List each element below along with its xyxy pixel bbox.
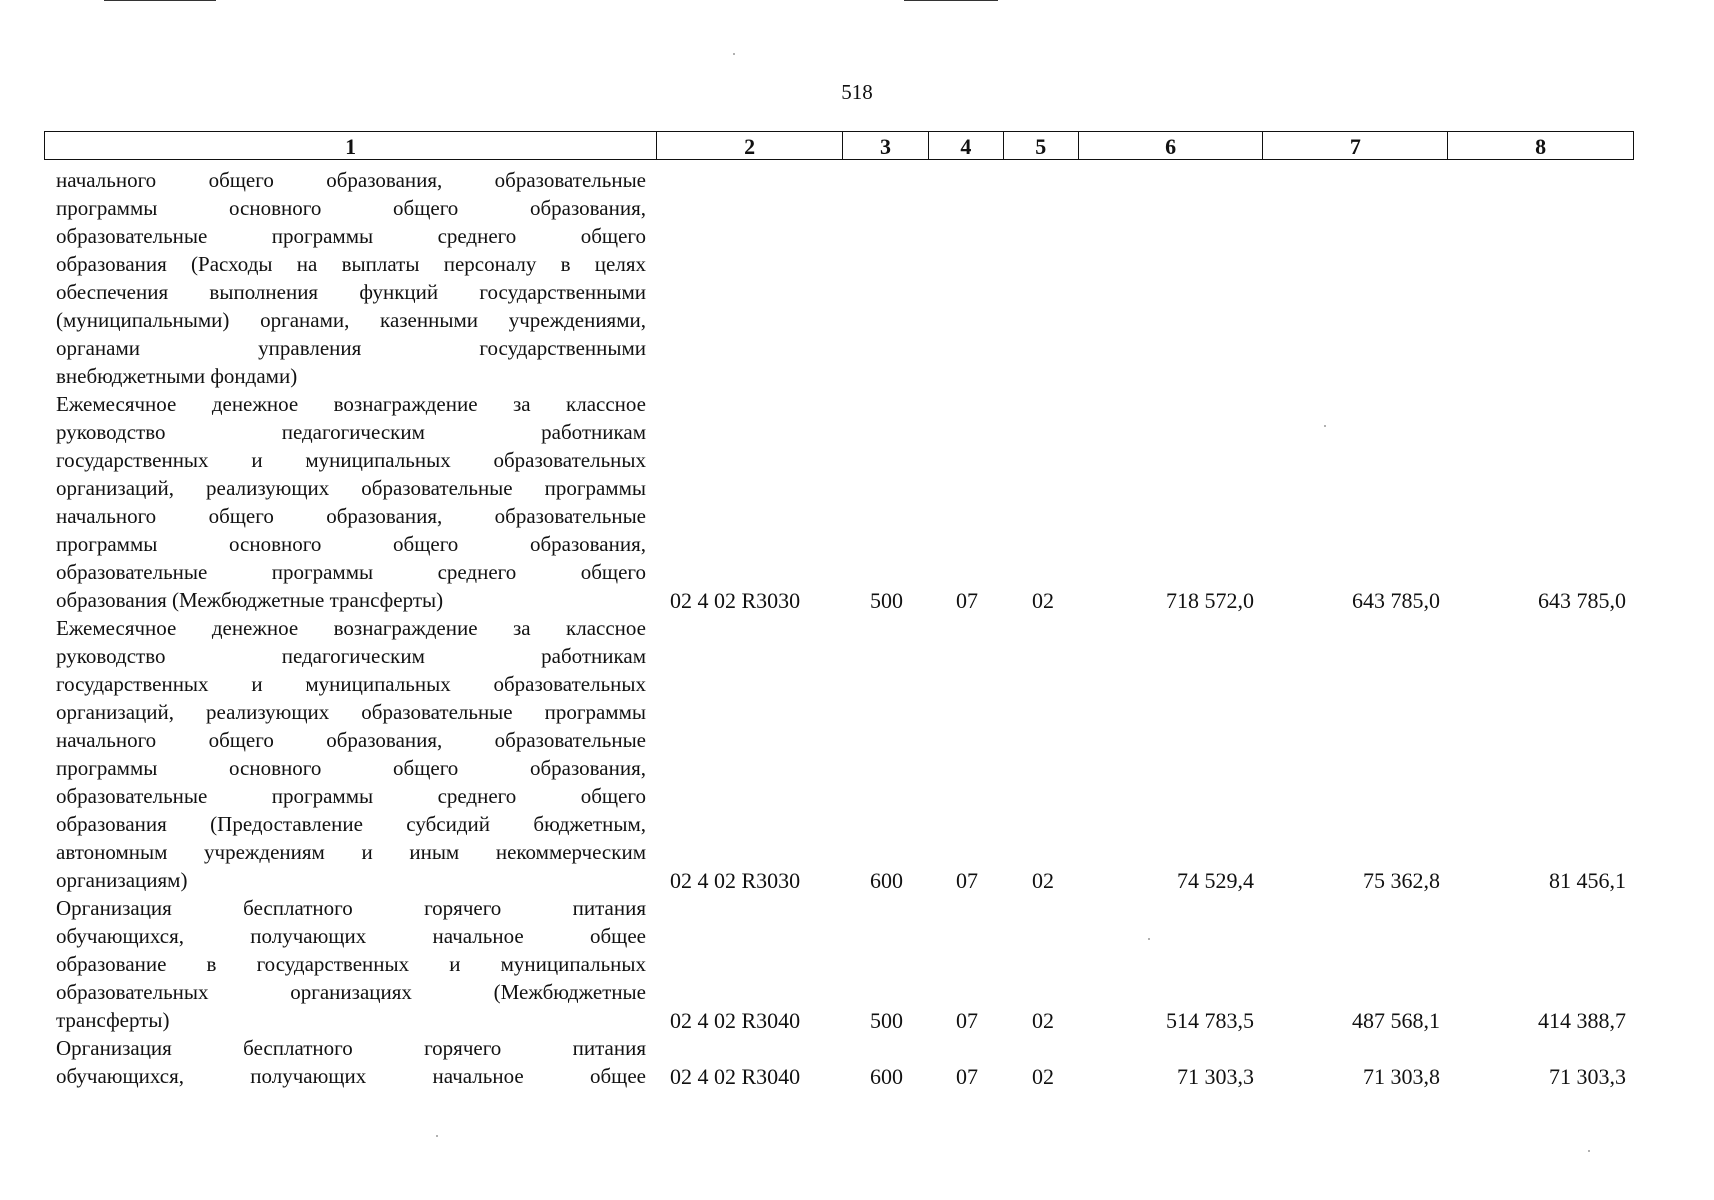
page-number: 518 [841, 80, 873, 104]
table-row-values [0, 587, 1714, 615]
cell-section: 07 [956, 868, 978, 893]
description-line: Ежемесячное денежное вознаграждение за классное [56, 392, 646, 416]
cell-value-2026: 643 785,0 [1538, 588, 1626, 613]
cell-subsection: 02 [1032, 1064, 1054, 1089]
description-line: программы основного общего образования, [56, 756, 646, 780]
cell-subsection: 02 [1032, 1008, 1054, 1033]
table-row-values [0, 1063, 1714, 1091]
cell-target-code: 02 4 02 R3040 [670, 1008, 801, 1033]
description-line: Организация бесплатного горячего питания [56, 896, 646, 920]
description-line: Ежемесячное денежное вознаграждение за классное [56, 616, 646, 640]
cell-value-2025: 71 303,8 [1363, 1064, 1440, 1089]
cell-section: 07 [956, 1064, 978, 1089]
header-col-7: 7 [1263, 132, 1448, 159]
description-line: (муниципальными) органами, казенными учреждениями, [56, 308, 646, 332]
description-line: образования (Межбюджетные трансферты) [56, 588, 444, 612]
description-line: начального общего образования, образовательные [56, 504, 646, 528]
cell-expense-type: 600 [870, 868, 903, 893]
description-line: образовательные программы среднего общего [56, 784, 646, 808]
cell-value-2025: 75 362,8 [1363, 868, 1440, 893]
description-line: руководство педагогическим работникам [56, 420, 646, 444]
cell-value-2026: 414 388,7 [1538, 1008, 1626, 1033]
description-line: государственных и муниципальных образовательных [56, 672, 646, 696]
scan-speck [1324, 425, 1326, 427]
cell-value-2024: 514 783,5 [1166, 1008, 1254, 1033]
description-line: трансферты) [56, 1008, 170, 1032]
cell-value-2024: 71 303,3 [1177, 1064, 1254, 1089]
description-line: образовательные программы среднего общего [56, 560, 646, 584]
description-line: обучающихся, получающих начальное общее [56, 924, 646, 948]
description-line: организаций, реализующих образовательные программы [56, 476, 646, 500]
scan-speck [436, 1135, 438, 1137]
cell-target-code: 02 4 02 R3040 [670, 1064, 801, 1089]
description-line: программы основного общего образования, [56, 196, 646, 220]
cell-subsection: 02 [1032, 588, 1054, 613]
cell-value-2026: 71 303,3 [1549, 1064, 1626, 1089]
description-line: органами управления государственными [56, 336, 646, 360]
table-row-values [0, 867, 1714, 895]
row-description [56, 166, 646, 390]
header-col-2: 2 [657, 132, 843, 159]
description-line: организациям) [56, 868, 188, 892]
description-line: Организация бесплатного горячего питания [56, 1036, 646, 1060]
cell-section: 07 [956, 588, 978, 613]
description-line: образовательных организациях (Межбюджетные [56, 980, 646, 1004]
description-line: начального общего образования, образовательные [56, 168, 646, 192]
cell-expense-type: 500 [870, 1008, 903, 1033]
description-line: организаций, реализующих образовательные программы [56, 700, 646, 724]
row-description [56, 390, 646, 614]
scan-speck [1588, 1150, 1590, 1152]
cell-subsection: 02 [1032, 868, 1054, 893]
header-col-8: 8 [1535, 134, 1547, 159]
cell-value-2025: 643 785,0 [1352, 588, 1440, 613]
cell-value-2025: 487 568,1 [1352, 1008, 1440, 1033]
description-line: образования (Предоставление субсидий бюджетным, [56, 812, 646, 836]
cell-value-2024: 718 572,0 [1166, 588, 1254, 613]
description-line: государственных и муниципальных образовательных [56, 448, 646, 472]
cell-expense-type: 600 [870, 1064, 903, 1089]
cell-section: 07 [956, 1008, 978, 1033]
header-col-3: 3 [843, 132, 929, 159]
description-line: руководство педагогическим работникам [56, 644, 646, 668]
header-col-5: 5 [1004, 132, 1079, 159]
description-line: обеспечения выполнения функций государственными [56, 280, 646, 304]
header-col-6: 6 [1079, 132, 1264, 159]
description-line: образование в государственных и муниципальных [56, 952, 646, 976]
cell-value-2026: 81 456,1 [1549, 868, 1626, 893]
cell-value-2024: 74 529,4 [1177, 868, 1254, 893]
description-line: начального общего образования, образовательные [56, 728, 646, 752]
description-line: программы основного общего образования, [56, 532, 646, 556]
description-line: образовательные программы среднего общего [56, 224, 646, 248]
cell-expense-type: 500 [870, 588, 903, 613]
scan-speck [733, 53, 735, 55]
header-col-1: 1 [45, 132, 657, 159]
scan-speck [1148, 938, 1150, 940]
description-line: обучающихся, получающих начальное общее [56, 1064, 646, 1088]
description-line: образования (Расходы на выплаты персоналу в целях [56, 252, 646, 276]
row-description [56, 614, 646, 894]
description-line: внебюджетными фондами) [56, 364, 298, 388]
cell-target-code: 02 4 02 R3030 [670, 868, 801, 893]
description-line: автономным учреждениям и иным некоммерческим [56, 840, 646, 864]
header-col-4: 4 [929, 132, 1004, 159]
table-row-values [0, 1007, 1714, 1035]
cell-target-code: 02 4 02 R3030 [670, 588, 801, 613]
